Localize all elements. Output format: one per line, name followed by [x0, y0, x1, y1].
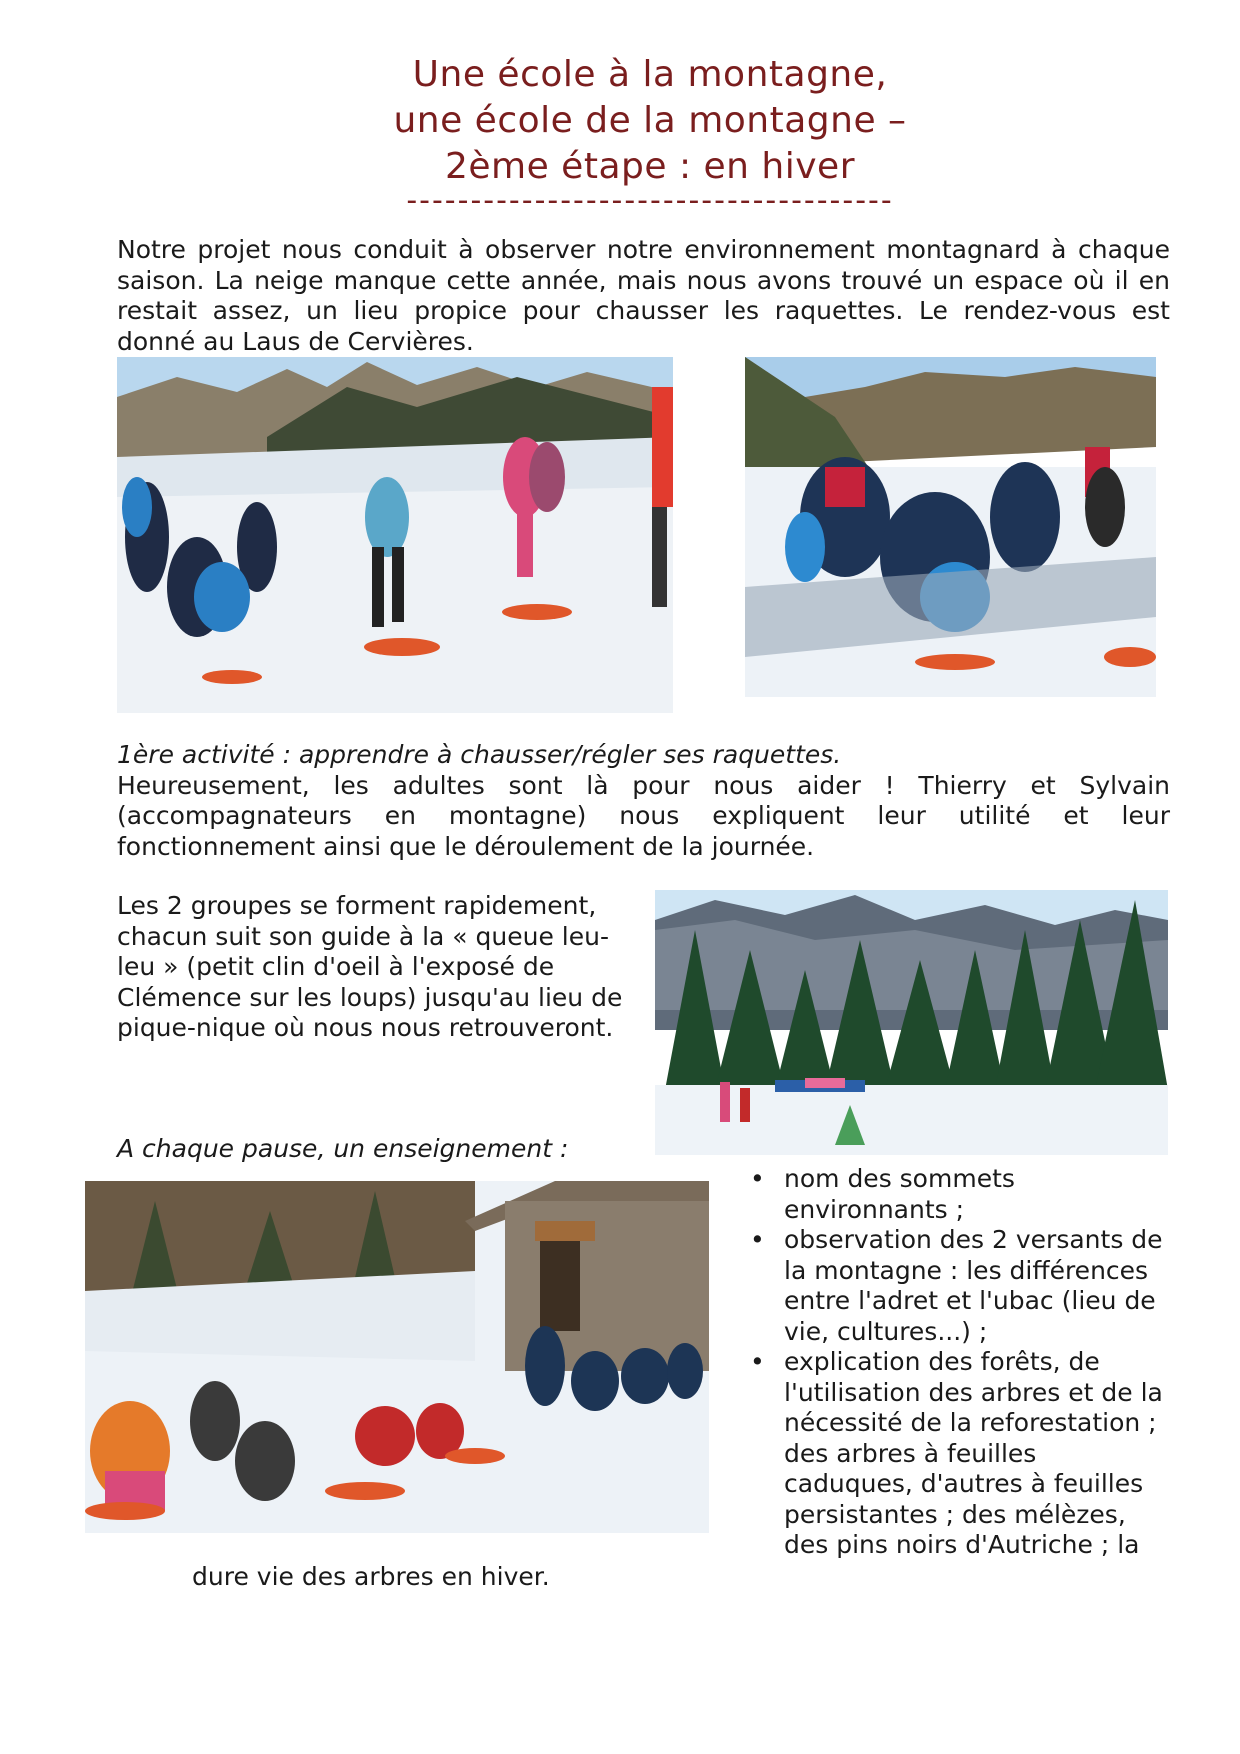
list-item-line: • observation des 2 versants de	[784, 1225, 1163, 1254]
groups-paragraph	[117, 891, 637, 1044]
intro-line: saison. La neige manque cette année, mais nous avons trouvé un espace où il en	[117, 265, 1170, 295]
title-separator: --------------------------------------	[406, 183, 894, 218]
list-item	[750, 1164, 1170, 1225]
photo-snowshoes-left	[117, 357, 673, 713]
photo-snowshoes-right	[745, 357, 1156, 697]
list-item-line: environnants ;	[784, 1194, 965, 1224]
pause-heading: A chaque pause, un enseignement :	[117, 1134, 569, 1163]
title-line-3: 2ème étape : en hiver	[444, 146, 856, 187]
list-item-line: • nom des sommets	[784, 1164, 1015, 1193]
list-item-line: des arbres à feuilles	[784, 1438, 1037, 1468]
photo-picnic-hut	[85, 1181, 709, 1533]
intro-line: restait assez, un lieu propice pour chausser les raquettes. Le rendez-vous est	[117, 296, 1170, 325]
groups-line: leu » (petit clin d'oeil à l'exposé de	[117, 952, 555, 981]
activity-line: fonctionnement ainsi que le déroulement de la journée.	[117, 831, 815, 861]
list-item-line: des pins noirs d'Autriche ; la	[784, 1530, 1140, 1559]
intro-paragraph	[117, 235, 1170, 357]
list-item-line: la montagne : les différences	[784, 1255, 1149, 1285]
groups-line: pique-nique où nous nous retrouveront.	[117, 1013, 614, 1042]
page-title	[0, 52, 1240, 190]
list-item-line: • explication des forêts, de	[784, 1347, 1100, 1376]
title-line-2: une école de la montagne –	[393, 100, 907, 141]
groups-line: chacun suit son guide à la « queue leu-	[117, 921, 610, 951]
groups-line: Clémence sur les loups) jusqu'au lieu de	[117, 982, 623, 1012]
list-item-line: nécessité de la reforestation ;	[784, 1408, 1157, 1437]
intro-line: donné au Laus de Cervières.	[117, 326, 474, 356]
list-item-line: caduques, d'autres à feuilles	[784, 1469, 1144, 1498]
activity-heading: 1ère activité : apprendre à chausser/régler ses raquettes.	[117, 740, 842, 769]
list-item-line: l'utilisation des arbres et de la	[784, 1377, 1163, 1407]
intro-line: Notre projet nous conduit à observer notre environnement montagnard à chaque	[117, 235, 1170, 264]
list-item-line: entre l'adret et l'ubac (lieu de	[784, 1286, 1156, 1315]
continuation-text: dure vie des arbres en hiver.	[192, 1562, 550, 1591]
photo-forest-walk	[655, 890, 1168, 1155]
teaching-list	[750, 1164, 1170, 1561]
activity-line: (accompagnateurs en montagne) nous expliquent leur utilité et leur	[117, 801, 1170, 830]
activity-paragraph	[117, 740, 1170, 862]
list-item	[750, 1347, 1170, 1561]
list-item	[750, 1225, 1170, 1347]
list-item-line: persistantes ; des mélèzes,	[784, 1499, 1126, 1529]
activity-line: Heureusement, les adultes sont là pour nous aider ! Thierry et Sylvain	[117, 770, 1170, 800]
title-line-1: Une école à la montagne,	[412, 54, 888, 95]
list-item-line: vie, cultures...) ;	[784, 1316, 988, 1346]
groups-line: Les 2 groupes se forment rapidement,	[117, 891, 597, 920]
